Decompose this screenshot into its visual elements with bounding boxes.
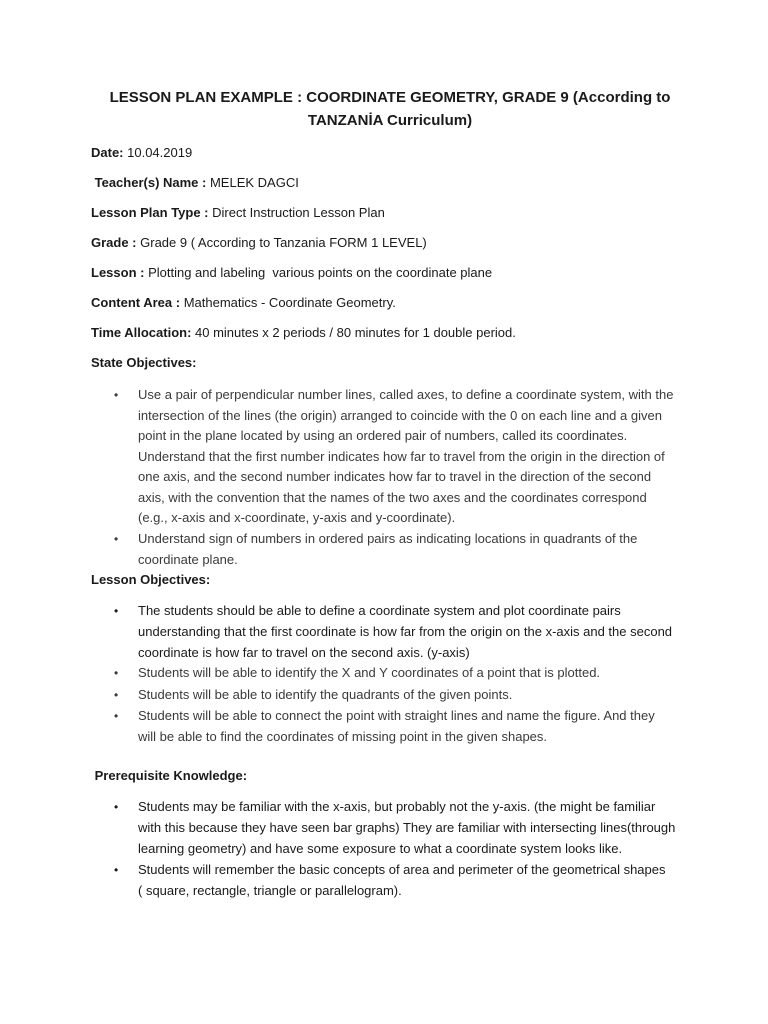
lesson-value: Plotting and labeling various points on the coordinate plane <box>144 265 493 280</box>
lesson-objectives-heading: Lesson Objectives: <box>91 572 211 587</box>
bullet-icon: • <box>114 388 119 402</box>
list-item-line: learning geometry) and have some exposure to what a coordinate system looks like. <box>138 841 623 856</box>
bullet-icon: • <box>114 709 119 723</box>
grade-label: Grade : <box>91 235 137 250</box>
list-item-line: Students will be able to identify the X and Y coordinates of a point that is plotted. <box>138 665 601 680</box>
time-allocation-field <box>91 323 516 343</box>
lesson-label: Lesson : <box>91 265 145 280</box>
list-item-line: will be able to find the coordinates of missing point in the given shapes. <box>138 729 548 744</box>
lesson-field <box>91 263 492 283</box>
list-item-line: intersection of the lines (the origin) arranged to coincide with the 0 on each line and a given <box>138 407 662 423</box>
list-item-line: Students will be able to identify the quadrants of the given points. <box>138 687 513 702</box>
list-item-line: with this because they have seen bar graphs) They are familiar with intersecting lines(through <box>138 820 676 835</box>
bullet-icon: • <box>114 666 119 680</box>
list-item-line: Students may be familiar with the x-axis, but probably not the y-axis. (the might be familiar <box>138 799 656 814</box>
time-allocation-value: 40 minutes x 2 periods / 80 minutes for 1 double period. <box>191 325 516 340</box>
teacher-label: Teacher(s) Name : <box>91 175 207 190</box>
bullet-icon: • <box>114 688 119 702</box>
list-item-line: Understand sign of numbers in ordered pairs as indicating locations in quadrants of the <box>138 531 638 546</box>
grade-field <box>91 233 427 253</box>
date-value: 10.04.2019 <box>123 145 193 160</box>
time-allocation-label: Time Allocation: <box>91 325 192 340</box>
list-item-line: Students will remember the basic concepts of area and perimeter of the geometrical shapes <box>138 862 666 877</box>
list-item-line: Use a pair of perpendicular number lines, called axes, to define a coordinate system, with the <box>138 387 674 402</box>
document-title-line-1: LESSON PLAN EXAMPLE : COORDINATE GEOMETRY, GRADE 9 (According to <box>109 89 671 106</box>
list-item-line: Students will be able to connect the point with straight lines and name the figure. And they <box>138 708 655 723</box>
teacher-value: MELEK DAGCI <box>206 175 299 190</box>
lesson-plan-type-field <box>91 203 385 223</box>
bullet-icon: • <box>114 604 119 618</box>
document-title-line-2: TANZANİA Curriculum) <box>307 112 473 129</box>
content-area-label: Content Area : <box>91 295 181 310</box>
date-label: Date: <box>91 145 124 160</box>
state-objectives-heading: State Objectives: <box>91 355 197 370</box>
bullet-icon: • <box>114 800 119 814</box>
content-area-value: Mathematics - Coordinate Geometry. <box>180 295 396 310</box>
list-item-line: understanding that the first coordinate is how far from the origin on the x-axis and the second <box>138 624 673 639</box>
lesson-plan-type-label: Lesson Plan Type : <box>91 205 209 220</box>
bullet-icon: • <box>114 532 119 546</box>
list-item-line: axis, with the convention that the names of the two axes and the coordinates correspond <box>138 489 647 505</box>
teacher-field <box>91 173 299 193</box>
date-field <box>91 143 192 163</box>
list-item-line: (e.g., x-axis and x-coordinate, y-axis and y-coordinate). <box>138 510 456 525</box>
lesson-plan-type-value: Direct Instruction Lesson Plan <box>208 205 385 220</box>
list-item-line: ( square, rectangle, triangle or parallelogram). <box>138 883 402 898</box>
list-item-line: Understand that the first number indicates how far to travel from the origin in the direction of <box>138 448 665 464</box>
list-item-line: coordinate is how far to travel on the second axis. (y-axis) <box>138 645 470 660</box>
grade-value: Grade 9 ( According to Tanzania FORM 1 LEVEL) <box>136 235 427 250</box>
prerequisite-knowledge-heading: Prerequisite Knowledge: <box>91 768 248 783</box>
list-item-line: one axis, and the second number indicates how far to travel in the direction of the second <box>138 469 652 484</box>
content-area-field <box>91 293 396 313</box>
bullet-icon: • <box>114 863 119 877</box>
list-item-line: point in the plane located by using an ordered pair of numbers, called its coordinates. <box>138 428 628 443</box>
list-item-line: coordinate plane. <box>138 552 238 567</box>
list-item-line: The students should be able to define a coordinate system and plot coordinate pairs <box>138 603 621 618</box>
